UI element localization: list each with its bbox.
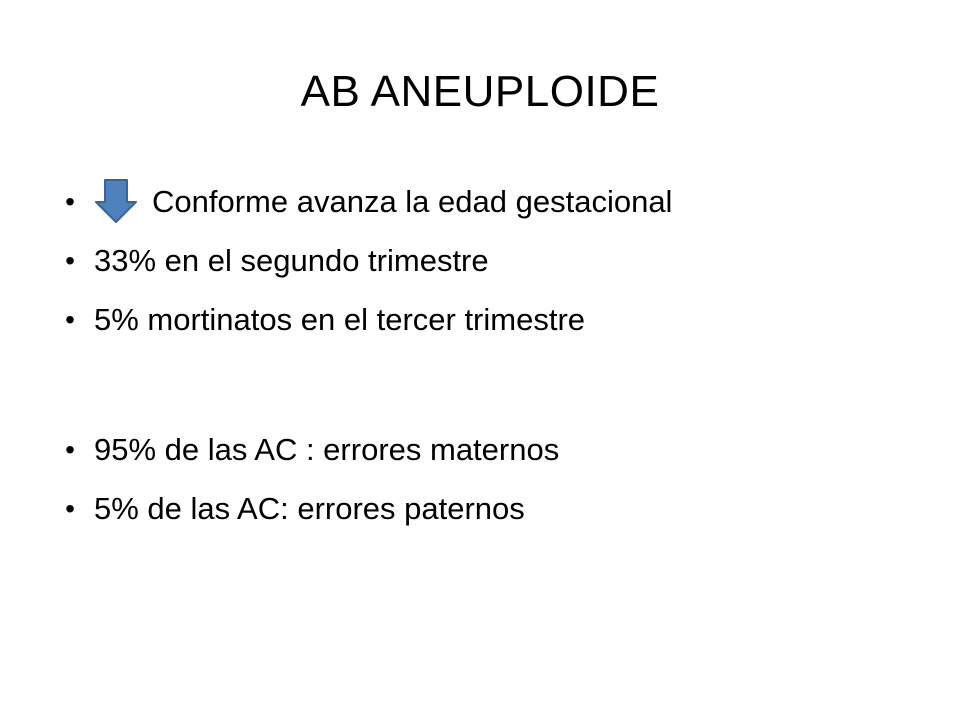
- bullet-dot: •: [65, 186, 75, 217]
- bullet-text: 33% en el segundo trimestre: [94, 243, 489, 278]
- bullet-item: [60, 290, 920, 349]
- bullet-dot: •: [65, 304, 75, 335]
- slide-title: AB ANEUPLOIDE: [300, 67, 660, 116]
- bullet-list: [60, 172, 920, 538]
- bullet-text: Conforme avanza la edad gestacional: [152, 184, 673, 219]
- bullet-dot: •: [65, 245, 75, 276]
- bullet-dot: •: [65, 434, 75, 465]
- down-arrow-icon: [94, 178, 138, 224]
- bullet-text: 5% de las AC: errores paternos: [94, 491, 525, 526]
- bullet-item: [60, 479, 920, 538]
- bullet-item: [60, 172, 920, 231]
- bullet-item: [60, 231, 920, 290]
- bullet-text: 95% de las AC : errores maternos: [94, 432, 560, 467]
- bullet-item: [60, 420, 920, 479]
- bullet-text: 5% mortinatos en el tercer trimestre: [94, 302, 586, 337]
- bullet-dot: •: [65, 493, 75, 524]
